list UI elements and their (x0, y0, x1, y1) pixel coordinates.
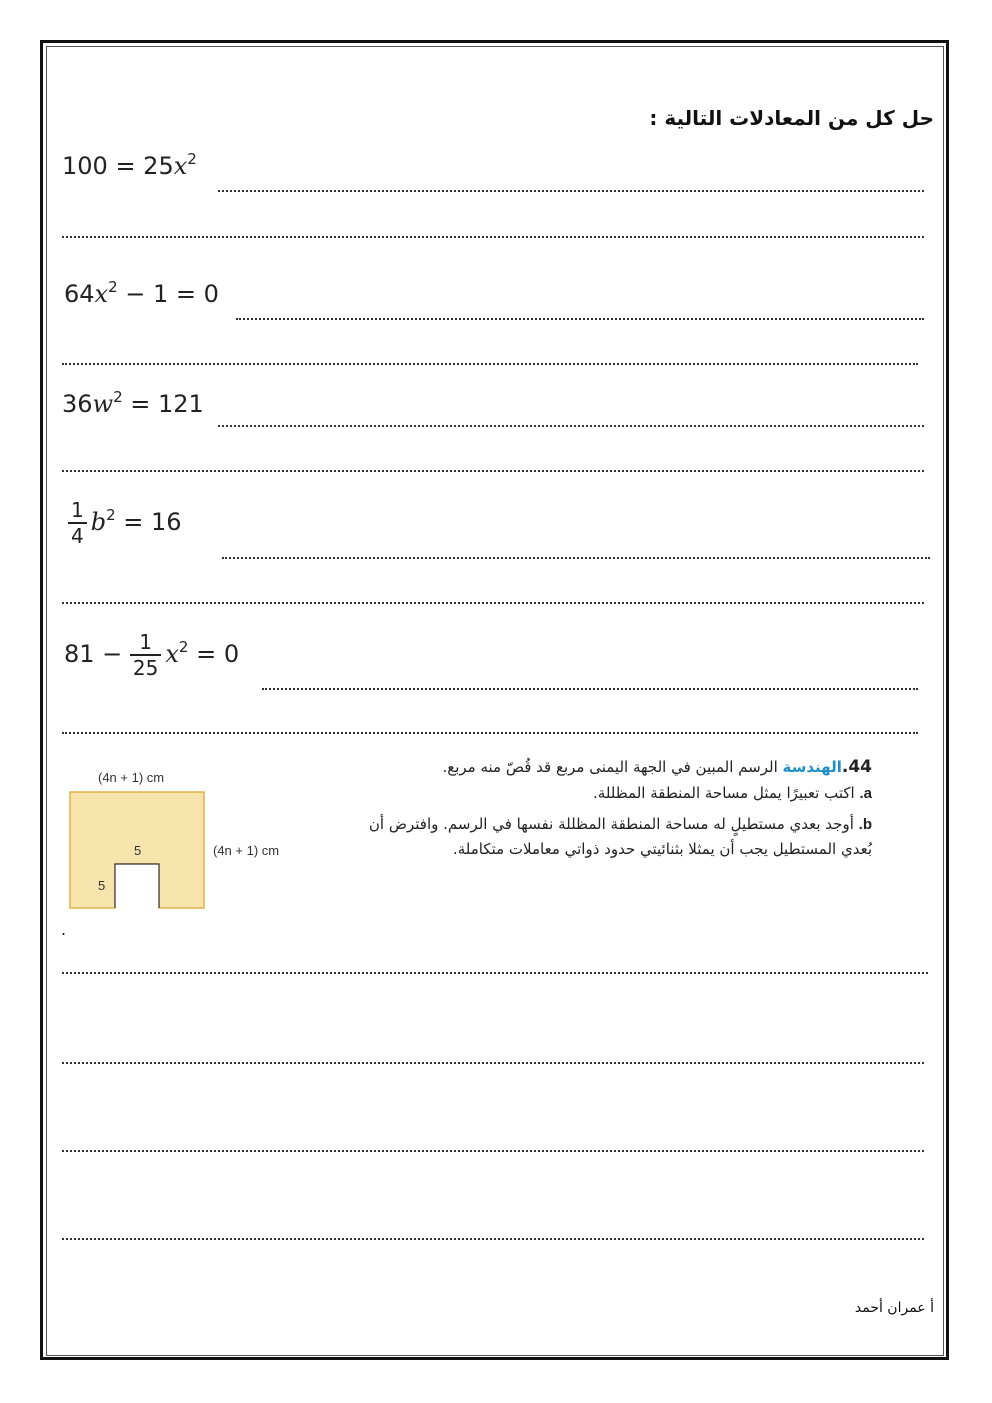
equation-2-var: x (94, 280, 109, 308)
problem-44 (362, 754, 872, 861)
equation-1-var: x (173, 152, 188, 180)
equation-5-rhs: = 0 (188, 640, 240, 668)
equation-2-coef: 64 (64, 280, 95, 308)
cutout-top-label: 5 (134, 843, 142, 858)
answer-line-9[interactable] (62, 1238, 924, 1240)
equation-2-exp: 2 (108, 278, 118, 296)
equation-5-lead: 81 − (64, 640, 130, 668)
equation-5-numerator: 1 (130, 632, 161, 656)
answer-line-1a[interactable] (218, 190, 924, 192)
equation-4-var: b (90, 508, 107, 536)
equation-4-fraction (68, 500, 87, 546)
cutout-square (115, 864, 159, 908)
answer-line-3b[interactable] (62, 470, 924, 472)
part-a-label: a. (859, 785, 872, 803)
equation-5-denominator: 25 (132, 656, 159, 680)
part-a-text: اكتب تعبيرًا يمثل مساحة المنطقة المظللة. (593, 784, 855, 803)
answer-line-6[interactable] (62, 972, 928, 974)
worksheet-title: حل كل من المعادلات التالية : (649, 106, 934, 130)
author-signature: أ عمران أحمد (854, 1300, 934, 1316)
equation-4-exp: 2 (106, 506, 116, 524)
problem-44-statement-row (362, 754, 872, 781)
part-b-label: b. (858, 816, 872, 834)
equation-1 (62, 152, 197, 180)
equation-3-coef: 36 (62, 390, 93, 418)
problem-topic: الهندسة (782, 758, 842, 776)
page-border-inner (46, 46, 944, 1356)
equation-1-lhs: 100 = 25 (62, 152, 174, 180)
equation-1-exp: 2 (187, 150, 197, 168)
square-cutout-diagram (58, 762, 308, 912)
equation-5 (64, 632, 239, 678)
stray-mark: . (61, 920, 67, 939)
equation-4 (68, 500, 182, 546)
equation-4-denominator: 4 (71, 524, 84, 548)
answer-line-8[interactable] (62, 1150, 924, 1152)
equation-4-numerator: 1 (68, 500, 87, 524)
answer-line-4a[interactable] (222, 557, 930, 559)
equation-3 (62, 390, 204, 418)
answer-line-5a[interactable] (262, 688, 918, 690)
equation-3-rhs: = 121 (122, 390, 204, 418)
equation-3-var: w (92, 390, 114, 418)
answer-line-7[interactable] (62, 1062, 924, 1064)
equation-4-rhs: = 16 (115, 508, 182, 536)
answer-line-2a[interactable] (236, 318, 924, 320)
part-b (362, 812, 872, 861)
problem-number: 44. (841, 757, 872, 777)
answer-line-2b[interactable] (62, 363, 918, 365)
part-b-text: أوجد بعدي مستطيلٍ له مساحة المنطقة المظللة نفسها في الرسم. وافترض أن بُعدي المستطيل يجب أن يمثلا بثنائيتي حدود ذواتي معاملات متكاملة. (368, 815, 872, 859)
equation-5-var: x (165, 640, 179, 668)
equation-5-fraction (130, 632, 161, 678)
answer-line-1b[interactable] (62, 236, 924, 238)
equation-3-exp: 2 (113, 388, 123, 406)
answer-line-3a[interactable] (218, 425, 924, 427)
equation-2 (64, 280, 219, 308)
equation-5-exp: 2 (178, 638, 189, 656)
diagram-top-label: (4n + 1) cm (98, 770, 165, 785)
answer-line-4b[interactable] (62, 602, 924, 604)
problem-statement: الرسم المبين في الجهة اليمنى مربع قد قُصّ منه مربع. (442, 758, 778, 776)
equation-2-rhs: − 1 = 0 (117, 280, 219, 308)
cutout-side-label: 5 (98, 878, 106, 893)
answer-line-5b[interactable] (62, 732, 918, 734)
diagram-side-label: (4n + 1) cm (213, 843, 280, 858)
part-a (362, 781, 872, 806)
